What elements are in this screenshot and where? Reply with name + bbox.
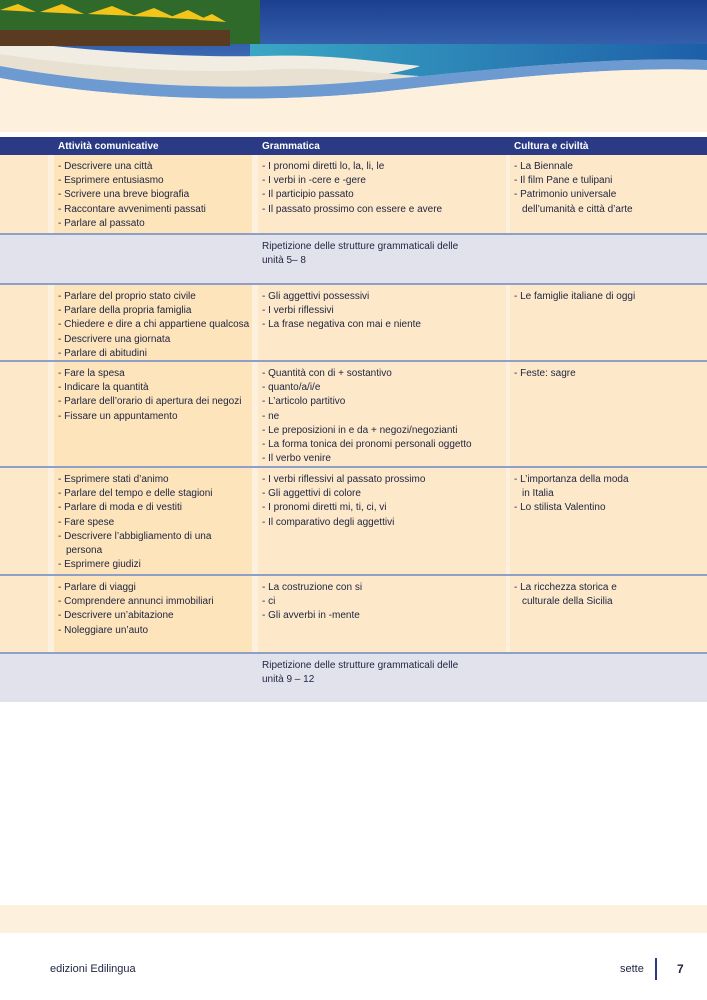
review-note: Ripetizione delle strutture grammaticali delle unità 5– 8 [262, 241, 459, 267]
table-row [0, 468, 707, 574]
list-item: - Descrivere una città [58, 161, 153, 172]
list-item: - Le preposizioni in e da + negozi/negozianti [262, 424, 458, 436]
row-number-cell [0, 235, 48, 283]
communicative-cell [54, 285, 252, 360]
list-item: - Il film Pane e tulipani [514, 175, 613, 187]
list-item: - Parlare del tempo e delle stagioni [58, 488, 213, 500]
list-item: - Comprendere annunci immobiliari [58, 596, 214, 608]
row-number-cell [0, 654, 48, 702]
page-word: sette [620, 963, 644, 975]
review-cell [258, 235, 506, 283]
list-item: - Chiedere e dire a chi appartiene qualcosa [58, 319, 250, 331]
culture-cell [510, 285, 707, 360]
list-item: - Parlare al passato [58, 217, 145, 229]
list-item: - Parlare del proprio stato civile [58, 291, 196, 302]
review-cell [258, 654, 506, 702]
list-item: - Le famiglie italiane di oggi [514, 291, 636, 302]
table-row [0, 576, 707, 652]
header-culture: Cultura e civiltà [514, 141, 589, 152]
culture-cell [510, 155, 707, 233]
list-item: - Indicare la quantità [58, 382, 149, 394]
grammar-cell [258, 285, 506, 360]
list-item: - I pronomi diretti mi, ti, ci, vi [262, 502, 387, 514]
communicative-cell [54, 654, 252, 702]
list-item: - ne [262, 410, 280, 422]
communicative-cell [54, 576, 252, 652]
list-item: - ci [262, 596, 276, 608]
list-item: - Descrivere una giornata [58, 333, 171, 345]
list-item: - La Biennale [514, 161, 573, 172]
list-item: - Esprimere entusiasmo [58, 175, 164, 187]
row-number-cell [0, 285, 48, 360]
table-row [0, 654, 707, 702]
communicative-cell [54, 468, 252, 574]
grammar-cell [258, 155, 506, 233]
list-item: - Esprimere stati d’animo [58, 474, 169, 485]
list-item: - I verbi riflessivi [262, 305, 334, 317]
page-number: 7 [677, 962, 684, 976]
header-banner [0, 0, 707, 132]
list-item: - Patrimonio universale dell’umanità e città d’arte [514, 189, 633, 215]
list-item: - Descrivere l’abbigliamento di una persona [58, 530, 212, 557]
list-item: - La costruzione con si [262, 582, 363, 593]
list-item: - Parlare della propria famiglia [58, 305, 192, 317]
communicative-cell [54, 362, 252, 466]
list-item: - Parlare di viaggi [58, 582, 136, 593]
list-item: - Parlare di moda e di vestiti [58, 502, 182, 514]
publisher-name: edizioni Edilingua [50, 963, 136, 975]
list-item: - Feste: sagre [514, 368, 576, 379]
list-item: - Il passato prossimo con essere e avere [262, 203, 443, 215]
bottom-band [0, 905, 707, 933]
culture-cell [510, 235, 707, 283]
row-number-cell [0, 362, 48, 466]
table-row [0, 235, 707, 283]
culture-cell [510, 654, 707, 702]
header-grammar: Grammatica [262, 141, 320, 152]
row-number-cell [0, 576, 48, 652]
grammar-cell [258, 468, 506, 574]
list-item: - Gli aggettivi di colore [262, 488, 361, 500]
list-item: - Lo stilista Valentino [514, 502, 606, 514]
table-row [0, 155, 707, 233]
culture-cell [510, 362, 707, 466]
grammar-cell [258, 362, 506, 466]
list-item: - Parlare dell’orario di apertura dei negozi [58, 396, 242, 408]
row-number-cell [0, 155, 48, 233]
table-header [0, 137, 707, 155]
list-item: - I verbi in -cere e -gere [262, 175, 366, 187]
communicative-cell [54, 155, 252, 233]
review-note: Ripetizione delle strutture grammaticali delle unità 9 – 12 [262, 660, 459, 686]
list-item: - Noleggiare un’auto [58, 624, 149, 636]
list-item: - Quantità con di + sostantivo [262, 368, 392, 379]
list-item: - quanto/a/i/e [262, 382, 321, 394]
culture-cell [510, 576, 707, 652]
list-item: - I pronomi diretti lo, la, li, le [262, 161, 385, 172]
list-item: - L’importanza della moda in Italia [514, 474, 629, 500]
list-item: - Fare spese [58, 516, 115, 528]
row-number-cell [0, 468, 48, 574]
footer-divider [655, 958, 657, 980]
list-item: - Descrivere un’abitazione [58, 610, 174, 622]
list-item: - Scrivere una breve biografia [58, 189, 190, 201]
culture-cell [510, 468, 707, 574]
grammar-cell [258, 576, 506, 652]
list-item: - Il participio passato [262, 189, 354, 201]
beach-photo [0, 0, 707, 132]
list-item: - I verbi riflessivi al passato prossimo [262, 474, 426, 485]
table-row [0, 362, 707, 466]
list-item: - Parlare di abitudini [58, 347, 147, 359]
header-communicative: Attività comunicative [58, 141, 159, 152]
list-item: - L’articolo partitivo [262, 396, 346, 408]
list-item: - Gli avverbi in -mente [262, 610, 360, 622]
list-item: - Fare la spesa [58, 368, 125, 379]
list-item: - Esprimere giudizi [58, 559, 141, 571]
list-item: - La ricchezza storica e culturale della Sicilia [514, 582, 617, 608]
table-row [0, 285, 707, 360]
list-item: - Fissare un appuntamento [58, 410, 178, 422]
communicative-cell [54, 235, 252, 283]
list-item: - La forma tonica dei pronomi personali oggetto [262, 439, 472, 451]
list-item: - Raccontare avvenimenti passati [58, 203, 206, 215]
list-item: - Il comparativo degli aggettivi [262, 516, 395, 528]
list-item: - La frase negativa con mai e niente [262, 319, 421, 331]
list-item: - Gli aggettivi possessivi [262, 291, 370, 302]
list-item: - Il verbo venire [262, 453, 331, 465]
